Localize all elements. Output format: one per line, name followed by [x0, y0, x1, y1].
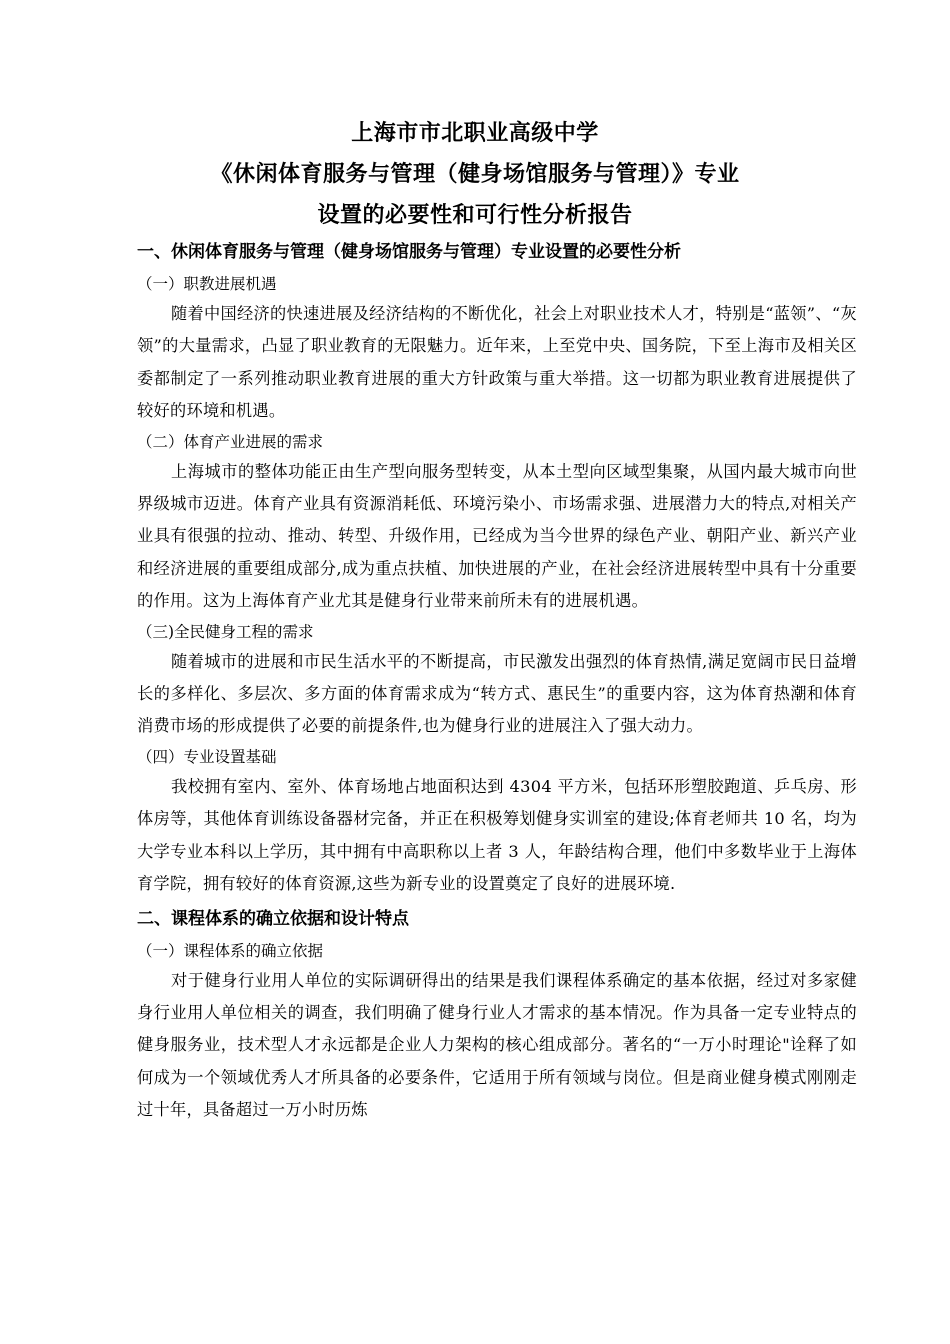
report-title: 设置的必要性和可行性分析报告 [317, 203, 633, 228]
section-1-heading: 一、休闲体育服务与管理（健身场馆服务与管理）专业设置的必要性分析 [137, 242, 681, 262]
program-title: 《休闲体育服务与管理（健身场馆服务与管理）》专业 [210, 162, 740, 187]
section-1-4-subheading: （四）专业设置基础 [137, 747, 277, 766]
section-1-4-paragraph: 我校拥有室内、室外、体育场地占地面积达到 4304 平方米，包括环形塑胶跑道、乒乓房、形体房等，其他体育训练设备器材完备，并正在积极筹划健身实训室的建设;体育老师共 10 名，均为大学专业本科以上学历，其中拥有中高职称以上者 3 人，年龄结构合理，他们中多数毕业于上海体育学院，拥有较好的体育资源,这些为新专业的设置奠定了良好的进展环境. [137, 776, 857, 894]
section-1-2-paragraph: 上海城市的整体功能正由生产型向服务型转变，从本土型向区域型集聚，从国内最大城市向世界级城市迈进。体育产业具有资源消耗低、环境污染小、市场需求强、进展潜力大的特点,对相关产业具有很强的拉动、推动、转型、升级作用，已经成为当今世界的绿色产业、朝阳产业、新兴产业和经济进展的重要组成部分,成为重点扶植、加快进展的产业，在社会经济进展转型中具有十分重要的作用。这为上海体育产业尤其是健身行业带来前所未有的进展机遇。 [137, 461, 857, 611]
section-1-1-paragraph: 随着中国经济的快速进展及经济结构的不断优化，社会上对职业技术人才，特别是“蓝领”、“灰领”的大量需求，凸显了职业教育的无限魅力。近年来，上至党中央、国务院，下至上海市及相关区委都制定了一系列推动职业教育进展的重大方针政策与重大举措。这一切都为职业教育进展提供了较好的环境和机遇。 [137, 304, 857, 421]
school-title: 上海市市北职业高级中学 [351, 121, 599, 146]
section-2-1-subheading: （一）课程体系的确立依据 [137, 941, 324, 960]
section-1-1-subheading: （一）职教进展机遇 [137, 275, 277, 293]
document-body [137, 238, 857, 1127]
section-2-heading: 二、课程体系的确立依据和设计特点 [137, 908, 409, 929]
section-1-3-paragraph: 随着城市的进展和市民生活水平的不断提高，市民激发出强烈的体育热情,满足宽阔市民日益增长的多样化、多层次、多方面的体育需求成为“转方式、惠民生”的重要内容，这为体育热潮和体育消费市场的形成提供了必要的前提条件,也为健身行业的进展注入了强大动力。 [137, 651, 857, 736]
section-2-1-paragraph: 对于健身行业用人单位的实际调研得出的结果是我们课程体系确定的基本依据，经过对多家健身行业用人单位相关的调查，我们明确了健身行业人才需求的基本情况。作为具备一定专业特点的健身服务业，技术型人才永远都是企业人力架构的核心组成部分。著名的“一万小时理论"诠释了如何成为一个领域优秀人才所具备的必要条件，它适用于所有领域与岗位。但是商业健身模式刚刚走过十年，具备超过一万小时历炼 [137, 970, 857, 1120]
section-1-3-subheading: （三)全民健身工程的需求 [137, 622, 314, 641]
section-1-2-subheading: （二）体育产业进展的需求 [137, 432, 324, 451]
